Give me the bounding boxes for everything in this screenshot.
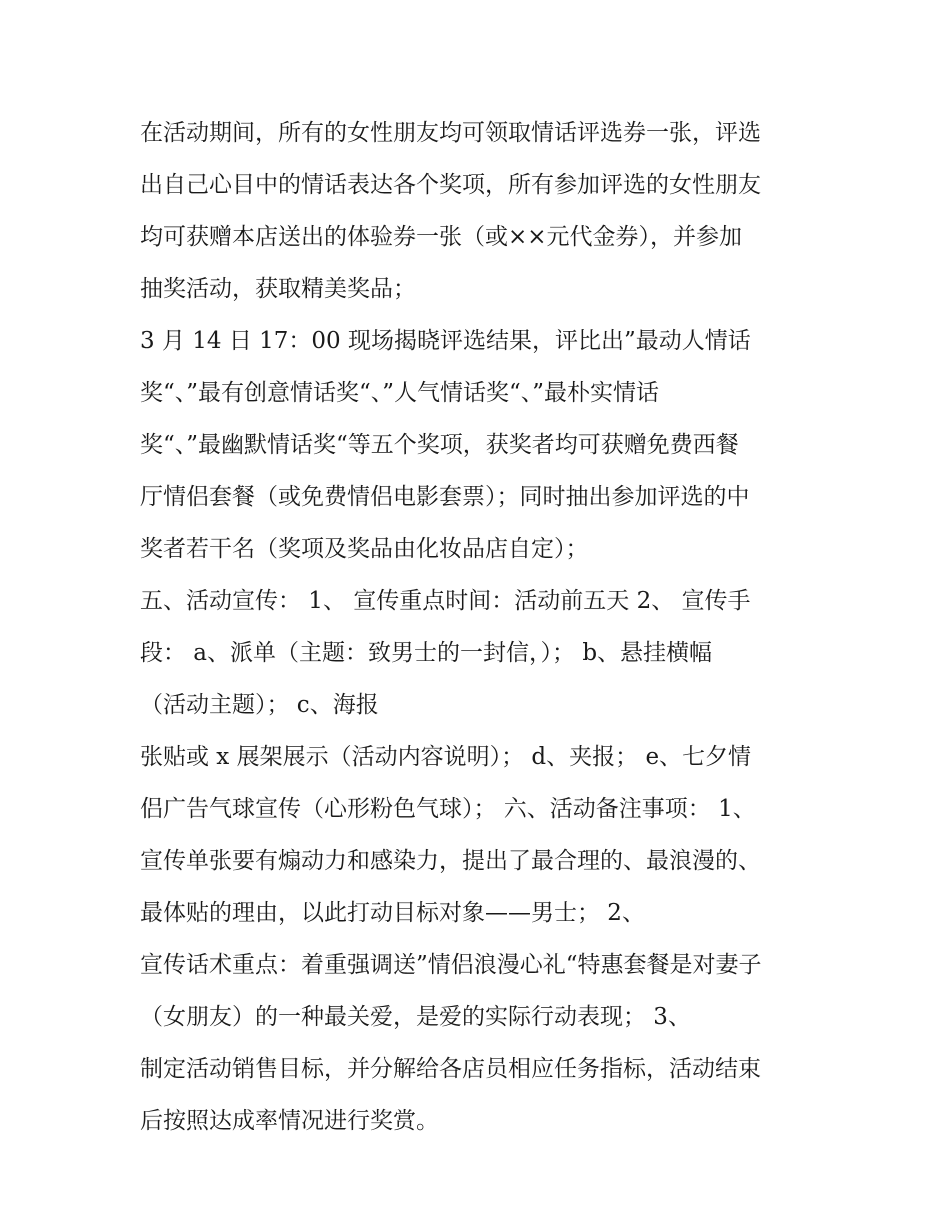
text-line: 宣传话术重点：着重强调送”情侣浪漫心礼“特惠套餐是对妻子 [140,952,762,978]
text-line: 制定活动销售目标，并分解给各店员相应任务指标，活动结束 [140,1056,761,1082]
text-line: 3 月 14 日 17：00 现场揭晓评选结果，评比出”最动人情话 [140,328,751,354]
body-text [140,107,830,1147]
text-line: 抽奖活动，获取精美奖品； [140,276,416,302]
text-line: 奖“、”最有创意情话奖“、”人气情话奖“、”最朴实情话 [140,380,660,406]
text-line: 奖者若干名（奖项及奖品由化妆品店自定）； [140,536,589,562]
text-line: 张贴或 x 展架展示（活动内容说明）； d、夹报； e、七夕情 [140,744,752,770]
text-line: 宣传单张要有煽动力和感染力，提出了最合理的、最浪漫的、 [140,848,761,874]
text-line: （活动主题）； c、海报 [140,692,379,718]
text-line: 均可获赠本店送出的体验券一张（或××元代金券），并参加 [140,224,743,250]
text-line: 侣广告气球宣传（心形粉色气球）； 六、活动备注事项： 1、 [140,796,756,822]
text-line: （女朋友）的一种最关爱，是爱的实际行动表现； 3、 [140,1004,691,1030]
text-line: 厅情侣套餐（或免费情侣电影套票）；同时抽出参加评选的中 [140,484,750,510]
text-line: 在活动期间，所有的女性朋友均可领取情话评选券一张，评选 [140,120,761,146]
text-line: 出自己心目中的情话表达各个奖项，所有参加评选的女性朋友 [140,172,761,198]
text-line: 奖“、”最幽默情话奖“等五个奖项，获奖者均可获赠免费西餐 [140,432,739,458]
text-line: 最体贴的理由，以此打动目标对象——男士； 2、 [140,900,645,926]
text-line: 段： a、派单（主题：致男士的一封信，）； b、悬挂横幅 [140,640,713,666]
text-line: 后按照达成率情况进行奖赏。 [140,1108,439,1134]
text-line: 五、活动宣传： 1、 宣传重点时间：活动前五天 2、 宣传手 [140,588,751,614]
